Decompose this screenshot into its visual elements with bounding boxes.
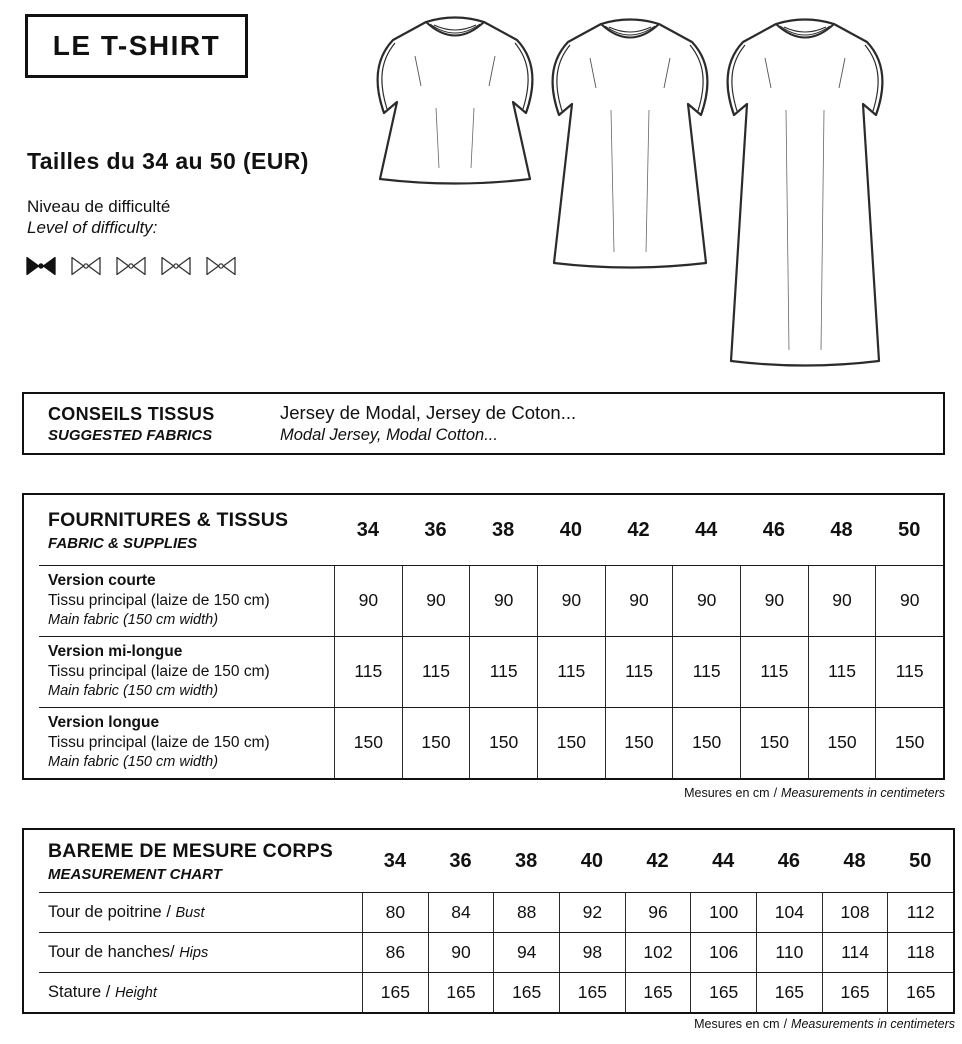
measurement-table xyxy=(22,828,955,1014)
measurement-value-cell: 165 xyxy=(822,972,888,1012)
supplies-value-cell: 90 xyxy=(537,565,605,636)
suggested-fabrics-value-en: Modal Jersey, Modal Cotton... xyxy=(280,426,498,444)
suggested-fabrics-label xyxy=(24,404,280,444)
measurement-table-size-column-header: 44 xyxy=(712,849,735,872)
supplies-value-cell: 150 xyxy=(605,707,673,778)
supplies-table-row xyxy=(24,636,943,707)
supplies-value-cell: 90 xyxy=(469,565,537,636)
supplies-table-subtitle: FABRIC & SUPPLIES xyxy=(48,534,198,552)
measurement-value-cell: 100 xyxy=(690,892,756,932)
supplies-value-cell: 115 xyxy=(875,636,943,707)
supplies-table-size-column-header: 38 xyxy=(492,518,515,541)
supplies-table xyxy=(22,493,945,780)
fabric-detail-en: Main fabric (150 cm width) xyxy=(48,754,219,771)
supplies-value-cell: 150 xyxy=(740,707,808,778)
supplies-table-header-row xyxy=(24,495,943,565)
measurement-table-size-column-header: 50 xyxy=(909,849,932,872)
measurement-value-cell: 112 xyxy=(887,892,953,932)
measurement-table-size-column-header: 40 xyxy=(580,849,603,872)
supplies-value-cell: 115 xyxy=(537,636,605,707)
supplies-value-cell: 150 xyxy=(334,707,402,778)
supplies-value-cell: 115 xyxy=(740,636,808,707)
measurement-row-label xyxy=(24,892,362,932)
supplies-value-cell: 150 xyxy=(537,707,605,778)
supplies-table-size-column-header: 42 xyxy=(627,518,650,541)
measurement-table-subtitle: MEASUREMENT CHART xyxy=(48,865,222,883)
measurement-value-cell: 165 xyxy=(625,972,691,1012)
measurement-label-en: Hips xyxy=(179,944,209,961)
measurement-table-size-column-header: 34 xyxy=(383,849,406,872)
measurement-table-size-column-header: 42 xyxy=(646,849,669,872)
measurement-value-cell: 92 xyxy=(559,892,625,932)
supplies-table-row xyxy=(24,565,943,636)
fabric-detail-fr: Tissu principal (laize de 150 cm) xyxy=(48,592,270,610)
measurement-label-fr: Stature / xyxy=(48,982,111,1001)
bow-tie-spool-icon xyxy=(160,255,192,277)
measurement-value-cell: 165 xyxy=(559,972,625,1012)
measurement-value-cell: 84 xyxy=(428,892,494,932)
supplies-value-cell: 90 xyxy=(672,565,740,636)
measurement-table-size-column-header: 38 xyxy=(515,849,538,872)
measurement-table-size-column-header: 36 xyxy=(449,849,472,872)
supplies-value-cell: 150 xyxy=(672,707,740,778)
measurement-label-en: Height xyxy=(114,984,157,1001)
measurement-label-fr: Tour de poitrine / xyxy=(48,902,171,921)
supplies-table-row xyxy=(24,707,943,778)
supplies-table-size-column-header: 44 xyxy=(695,518,718,541)
measurement-value-cell: 165 xyxy=(362,972,428,1012)
measurement-value-cell: 106 xyxy=(690,932,756,972)
bow-tie-spool-icon xyxy=(70,255,102,277)
measurement-label-fr: Tour de hanches/ xyxy=(48,942,175,961)
measurement-value-cell: 108 xyxy=(822,892,888,932)
version-name: Version longue xyxy=(48,713,160,731)
unit-note-fr: Mesures en cm xyxy=(694,1017,780,1031)
suggested-fabrics-label-fr: CONSEILS TISSUS xyxy=(48,403,215,424)
difficulty-rating xyxy=(25,255,237,277)
supplies-value-cell: 150 xyxy=(469,707,537,778)
measurement-value-cell: 94 xyxy=(493,932,559,972)
page-title: LE T-SHIRT xyxy=(52,30,221,61)
supplies-table-size-column-header: 46 xyxy=(762,518,785,541)
supplies-value-cell: 150 xyxy=(808,707,876,778)
supplies-value-cell: 90 xyxy=(402,565,470,636)
measurement-value-cell: 165 xyxy=(887,972,953,1012)
garment-technical-drawings xyxy=(355,6,910,382)
measurement-value-cell: 90 xyxy=(428,932,494,972)
measurement-value-cell: 80 xyxy=(362,892,428,932)
bow-tie-spool-icon xyxy=(205,255,237,277)
measurement-value-cell: 110 xyxy=(756,932,822,972)
measurement-value-cell: 165 xyxy=(428,972,494,1012)
fabric-detail-fr: Tissu principal (laize de 150 cm) xyxy=(48,663,270,681)
measurement-row-label xyxy=(24,972,362,1012)
difficulty-label-fr: Niveau de difficulté xyxy=(27,197,171,216)
measurement-value-cell: 102 xyxy=(625,932,691,972)
measurement-value-cell: 165 xyxy=(690,972,756,1012)
supplies-table-title: FOURNITURES & TISSUS xyxy=(48,508,289,531)
sizes-range: Tailles du 34 au 50 (EUR) xyxy=(27,148,309,174)
suggested-fabrics-value xyxy=(280,402,576,445)
measurement-value-cell: 86 xyxy=(362,932,428,972)
fabric-detail-en: Main fabric (150 cm width) xyxy=(48,612,219,629)
supplies-row-label xyxy=(24,636,334,707)
supplies-table-header-label xyxy=(24,495,334,565)
measurement-value-cell: 96 xyxy=(625,892,691,932)
supplies-value-cell: 90 xyxy=(875,565,943,636)
measurement-value-cell: 114 xyxy=(822,932,888,972)
suggested-fabrics-label-en: SUGGESTED FABRICS xyxy=(48,426,213,444)
garment-drawing-long xyxy=(728,20,883,366)
measurement-table-row xyxy=(24,972,953,1012)
measurement-value-cell: 104 xyxy=(756,892,822,932)
measurement-table-row xyxy=(24,892,953,932)
supplies-value-cell: 115 xyxy=(469,636,537,707)
title-box xyxy=(25,14,248,78)
version-name: Version courte xyxy=(48,571,156,589)
unit-note-en: Measurements in centimeters xyxy=(781,786,945,800)
supplies-value-cell: 90 xyxy=(605,565,673,636)
garment-drawing-mid-length xyxy=(553,20,708,268)
supplies-table-size-column-header: 50 xyxy=(898,518,921,541)
measurement-table-row xyxy=(24,932,953,972)
supplies-row-label xyxy=(24,707,334,778)
supplies-table-size-column-header: 36 xyxy=(424,518,447,541)
fabric-detail-en: Main fabric (150 cm width) xyxy=(48,683,219,700)
supplies-value-cell: 150 xyxy=(402,707,470,778)
bow-tie-spool-icon xyxy=(115,255,147,277)
supplies-table-size-column-header: 48 xyxy=(830,518,853,541)
measurement-row-label xyxy=(24,932,362,972)
supplies-value-cell: 90 xyxy=(334,565,402,636)
measurement-value-cell: 165 xyxy=(756,972,822,1012)
supplies-value-cell: 115 xyxy=(808,636,876,707)
unit-note-supplies xyxy=(684,786,945,800)
supplies-value-cell: 115 xyxy=(672,636,740,707)
fabric-detail-fr: Tissu principal (laize de 150 cm) xyxy=(48,734,270,752)
measurement-value-cell: 88 xyxy=(493,892,559,932)
unit-note-separator: / xyxy=(773,786,778,800)
version-name: Version mi-longue xyxy=(48,642,183,660)
unit-note-measurements xyxy=(694,1017,955,1031)
suggested-fabrics-value-fr: Jersey de Modal, Jersey de Coton... xyxy=(280,402,577,423)
bow-tie-spool-icon xyxy=(25,255,57,277)
unit-note-en: Measurements in centimeters xyxy=(791,1017,955,1031)
measurement-table-header-row xyxy=(24,830,953,892)
unit-note-separator: / xyxy=(783,1017,788,1031)
garment-drawing-short xyxy=(378,18,533,184)
measurement-table-header-label xyxy=(24,830,362,892)
measurement-value-cell: 98 xyxy=(559,932,625,972)
measurement-table-size-column-header: 48 xyxy=(843,849,866,872)
supplies-value-cell: 90 xyxy=(740,565,808,636)
measurement-value-cell: 118 xyxy=(887,932,953,972)
measurement-table-size-column-header: 46 xyxy=(777,849,800,872)
suggested-fabrics-box xyxy=(22,392,945,455)
supplies-value-cell: 90 xyxy=(808,565,876,636)
supplies-row-label xyxy=(24,565,334,636)
supplies-value-cell: 115 xyxy=(605,636,673,707)
supplies-table-size-column-header: 40 xyxy=(559,518,582,541)
measurement-value-cell: 165 xyxy=(493,972,559,1012)
supplies-value-cell: 115 xyxy=(402,636,470,707)
supplies-value-cell: 150 xyxy=(875,707,943,778)
difficulty-label-en: Level of difficulty: xyxy=(27,218,158,237)
unit-note-fr: Mesures en cm xyxy=(684,786,770,800)
measurement-table-title: BAREME DE MESURE CORPS xyxy=(48,839,334,862)
measurement-label-en: Bust xyxy=(175,904,205,921)
supplies-table-size-column-header: 34 xyxy=(356,518,379,541)
supplies-value-cell: 115 xyxy=(334,636,402,707)
